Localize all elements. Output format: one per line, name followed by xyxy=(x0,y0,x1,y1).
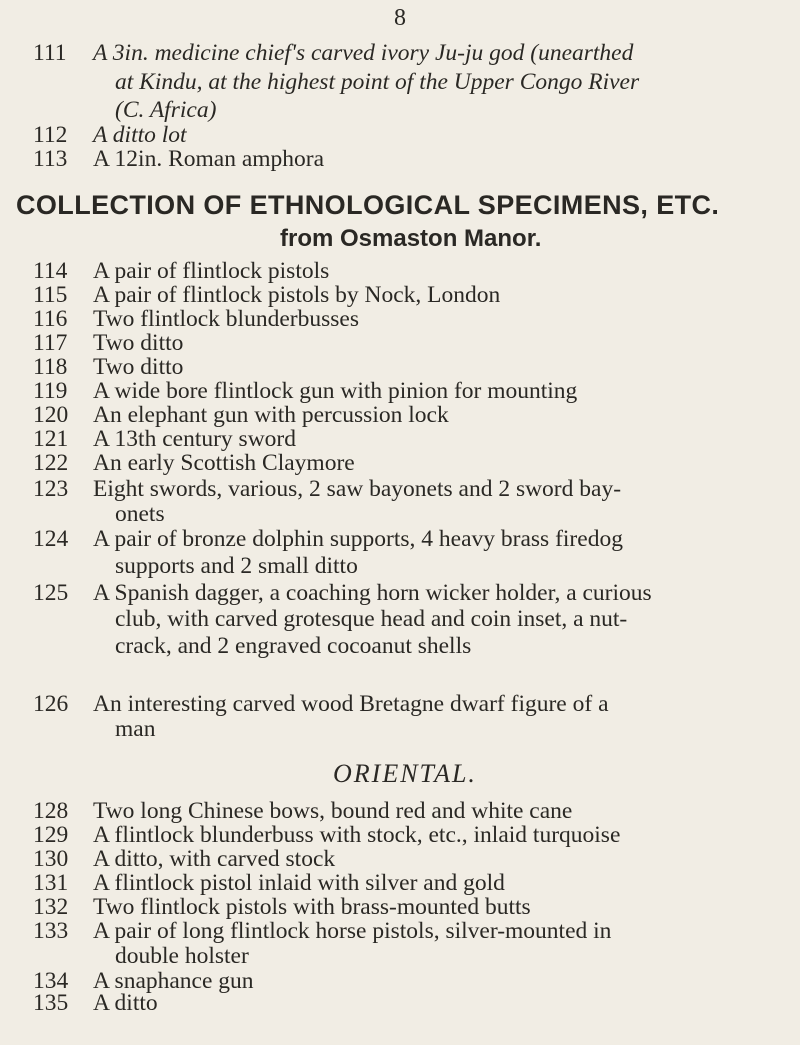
lot-number: 119 xyxy=(33,378,68,404)
lot-number: 123 xyxy=(33,476,69,502)
lot-description: A Spanish dagger, a coaching horn wicker holder, a curious xyxy=(93,580,652,606)
lot-description: Two ditto xyxy=(93,330,184,356)
lot-number: 117 xyxy=(33,330,68,356)
lot-description: A flintlock pistol inlaid with silver and gold xyxy=(93,870,505,896)
lot-number: 115 xyxy=(33,282,68,308)
lot-number: 118 xyxy=(33,354,68,380)
lot-description: A flintlock blunderbuss with stock, etc., inlaid turquoise xyxy=(93,822,621,848)
lot-number: 120 xyxy=(33,402,69,428)
lot-number: 130 xyxy=(33,846,69,872)
lot-description: A pair of bronze dolphin supports, 4 heavy brass firedog xyxy=(93,526,623,552)
lot-description: Two flintlock blunderbusses xyxy=(93,306,359,332)
lot-number: 126 xyxy=(33,691,69,717)
lot-number: 134 xyxy=(33,968,69,994)
lot-number: 116 xyxy=(33,306,68,332)
lot-description: Eight swords, various, 2 saw bayonets and 2 sword bay- xyxy=(93,476,622,502)
lot-description-continued: (C. Africa) xyxy=(115,97,217,123)
lot-number: 121 xyxy=(33,426,69,452)
lot-number: 114 xyxy=(33,258,68,284)
lot-number: 135 xyxy=(33,990,69,1016)
lot-description: An interesting carved wood Bretagne dwarf figure of a xyxy=(93,691,609,717)
lot-description: A 13th century sword xyxy=(93,426,296,452)
lot-number: 129 xyxy=(33,822,69,848)
lot-description: An early Scottish Claymore xyxy=(93,450,355,476)
lot-number: 128 xyxy=(33,798,69,824)
lot-description-continued: supports and 2 small ditto xyxy=(115,553,358,579)
lot-number: 132 xyxy=(33,894,69,920)
lot-number: 113 xyxy=(33,146,68,172)
lot-description-continued: at Kindu, at the highest point of the Upper Congo River xyxy=(115,69,640,95)
lot-description: A pair of flintlock pistols xyxy=(93,258,330,284)
lot-description: A pair of long flintlock horse pistols, silver-mounted in xyxy=(93,918,612,944)
lot-number: 131 xyxy=(33,870,69,896)
lot-number: 111 xyxy=(33,40,67,66)
lot-description-continued: man xyxy=(115,716,156,742)
lot-number: 124 xyxy=(33,526,69,552)
lot-number: 122 xyxy=(33,450,69,476)
lot-description-continued: onets xyxy=(115,501,165,527)
lot-number: 125 xyxy=(33,580,69,606)
lot-description: Two ditto xyxy=(93,354,184,380)
lot-number: 133 xyxy=(33,918,69,944)
lot-description-continued: double holster xyxy=(115,943,249,969)
lot-description: A ditto, with carved stock xyxy=(93,846,336,872)
lot-description: Two flintlock pistols with brass-mounted butts xyxy=(93,894,531,920)
lot-description: A 3in. medicine chief's carved ivory Ju-ju god (unearthed xyxy=(93,40,634,66)
lot-description: A snaphance gun xyxy=(93,968,254,994)
lot-description: A pair of flintlock pistols by Nock, London xyxy=(93,282,501,308)
lot-description-continued: club, with carved grotesque head and coin inset, a nut- xyxy=(115,606,628,632)
lot-description: An elephant gun with percussion lock xyxy=(93,402,449,428)
page-number: 8 xyxy=(394,5,406,31)
lot-description: A ditto xyxy=(93,990,158,1016)
collection-heading: COLLECTION OF ETHNOLOGICAL SPECIMENS, ETC. xyxy=(16,190,720,220)
lot-description: A ditto lot xyxy=(93,122,187,148)
lot-description: Two long Chinese bows, bound red and white cane xyxy=(93,798,573,824)
collection-subheading: from Osmaston Manor. xyxy=(280,225,542,252)
lot-number: 112 xyxy=(33,122,68,148)
lot-description: A wide bore flintlock gun with pinion for mounting xyxy=(93,378,578,404)
lot-description: A 12in. Roman amphora xyxy=(93,146,325,172)
lot-description-continued: crack, and 2 engraved cocoanut shells xyxy=(115,633,472,659)
section-title-oriental: ORIENTAL. xyxy=(333,759,477,788)
